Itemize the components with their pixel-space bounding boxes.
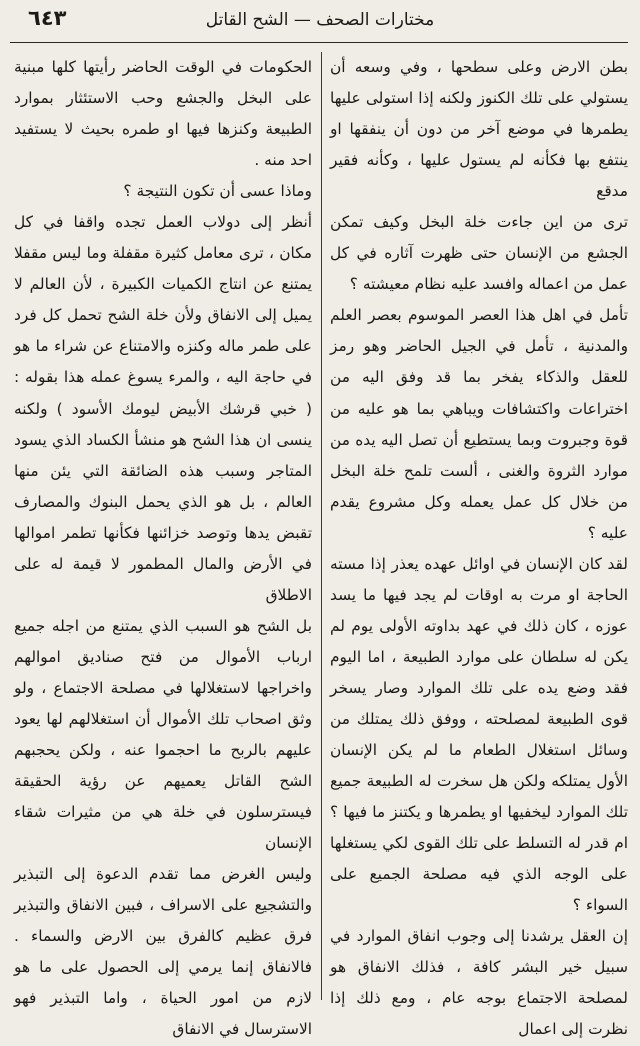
paragraph: تأمل في اهل هذا العصر الموسوم بعصر العلم والمدنية ، تأمل في الجيل الحاضر وهو رمز للعقل والذكاء يفخر بما قد وفق اليه من اختراعات واكتشافات ويباهي بما هو عليه من قوة وجبروت وبما يستطيع أن تصل اليه يده من موارد الثروة والغنى ، ألست تلمح خلة البخل من خلال كل عمل يعمله وكل مشروع يقدم عليه ؟ (330, 306, 628, 542)
running-title: مختارات الصحف — الشح القاتل (205, 10, 435, 30)
left-column (14, 52, 312, 1039)
column-divider (321, 52, 322, 1000)
paragraph: إن العقل يرشدنا إلى وجوب انفاق الموارد في سبيل خير البشر كافة ، فذلك الانفاق هو لمصلحة الاجتماع بوجه عام ، ومع ذلك إذا نظرت إلى اعمال (330, 927, 628, 1039)
paragraph: أنظر إلى دولاب العمل تجده واقفا في كل مكان ، ترى معامل كثيرة مقفلة وما ليس مقفلا يمتنع عن انتاج الكميات الكبيرة ، لأن العالم لا يميل إلى الانفاق ولأن خلة الشح تحمل كل فرد على طمر ماله وكنزه والامتناع عن شراء ما هو في حاجة اليه ، والمرء يسوغ عمله هذا بقوله : ( خبي قرشك الأبيض ليومك الأسود ) ولكنه ينسى ان هذا الشح هو منشأ الكساد الذي يسود المتاجر وسبب هذه الضائقة التي يئن منها العالم ، بل هو الذي يحمل البنوك والمصارف تقبض يدها وتوصد خزائنها فكأنها تطمر اموالها في الأرض والمال المطمور لا قيمة له على الاطلاق (14, 213, 312, 604)
paragraph: وماذا عسى أن تكون النتيجة ؟ (123, 182, 312, 201)
paragraph: وليس الغرض مما تقدم الدعوة إلى التبذير والتشجيع على الاسراف ، فبين الانفاق والتبذير فرق عظيم كالفرق بين الارض والسماء . فالانفاق إنما يرمي إلى الحصول على ما هو لازم من امور الحياة ، واما التبذير فهو الاسترسال في الانفاق (14, 865, 312, 1039)
paragraph: ترى من اين جاءت خلة البخل وكيف تمكن الجشع من الإنسان حتى ظهرت آثاره في كل عمل من اعماله وافسد عليه نظام معيشته ؟ (330, 213, 628, 294)
page-number: ٦٤٣ (28, 6, 67, 30)
paragraph: الحكومات في الوقت الحاضر رأيتها كلها مبنية على البخل والجشع وحب الاستئثار بموارد الطبيعة وكنزها فيها او طمره بحيث لا يستفيد احد منه . (14, 58, 312, 170)
paragraph: بطن الارض وعلى سطحها ، وفي وسعه أن يستولي على تلك الكنوز ولكنه إذا استولى عليها يطمرها في موضع آخر من دون أن ينفقها او ينتفع بها فكأنه لم يستول عليها ، وكأنه فقير مدقع (330, 58, 628, 201)
paragraph: بل الشح هو السبب الذي يمتنع من اجله جميع ارباب الأموال من فتح صناديق اموالهم واخراجها لاستغلالها في مصلحة الاجتماع ، ولو وثق اصحاب تلك الأموال أن استغلالهم لها يعود عليهم بالربح ما احجموا عنه ، ولكن يحجبهم الشح القاتل يعميهم عن رؤية الحقيقة فيسترسلون في خلة هي من مثيرات شقاء الإنسان (14, 616, 312, 853)
right-column (330, 52, 628, 1039)
page-header (0, 0, 640, 40)
header-rule (10, 42, 628, 43)
paragraph: لقد كان الإنسان في اوائل عهده يعذر إذا مسته الحاجة او مرت به اوقات لم يجد فيها ما يسد عوزه ، كان ذلك في عهد بداوته الأولى يوم لم يكن له سلطان على موارد الطبيعة ، اما اليوم فقد وضع يده على تلك الموارد وصار يسخر قوى الطبيعة لمصلحته ، ووفق ذلك يمتلك من وسائل استغلال الطعام ما لم يكن الإنسان الأول يمتلكه ولكن هل سخرت له الطبيعة جميع تلك الموارد ليخفيها او يطمرها و يكتنز ما فيها ؟ ام قدر له التسلط على تلك القوى لكي يستغلها على الوجه الذي فيه مصلحة الجميع على السواء ؟ (330, 554, 628, 915)
